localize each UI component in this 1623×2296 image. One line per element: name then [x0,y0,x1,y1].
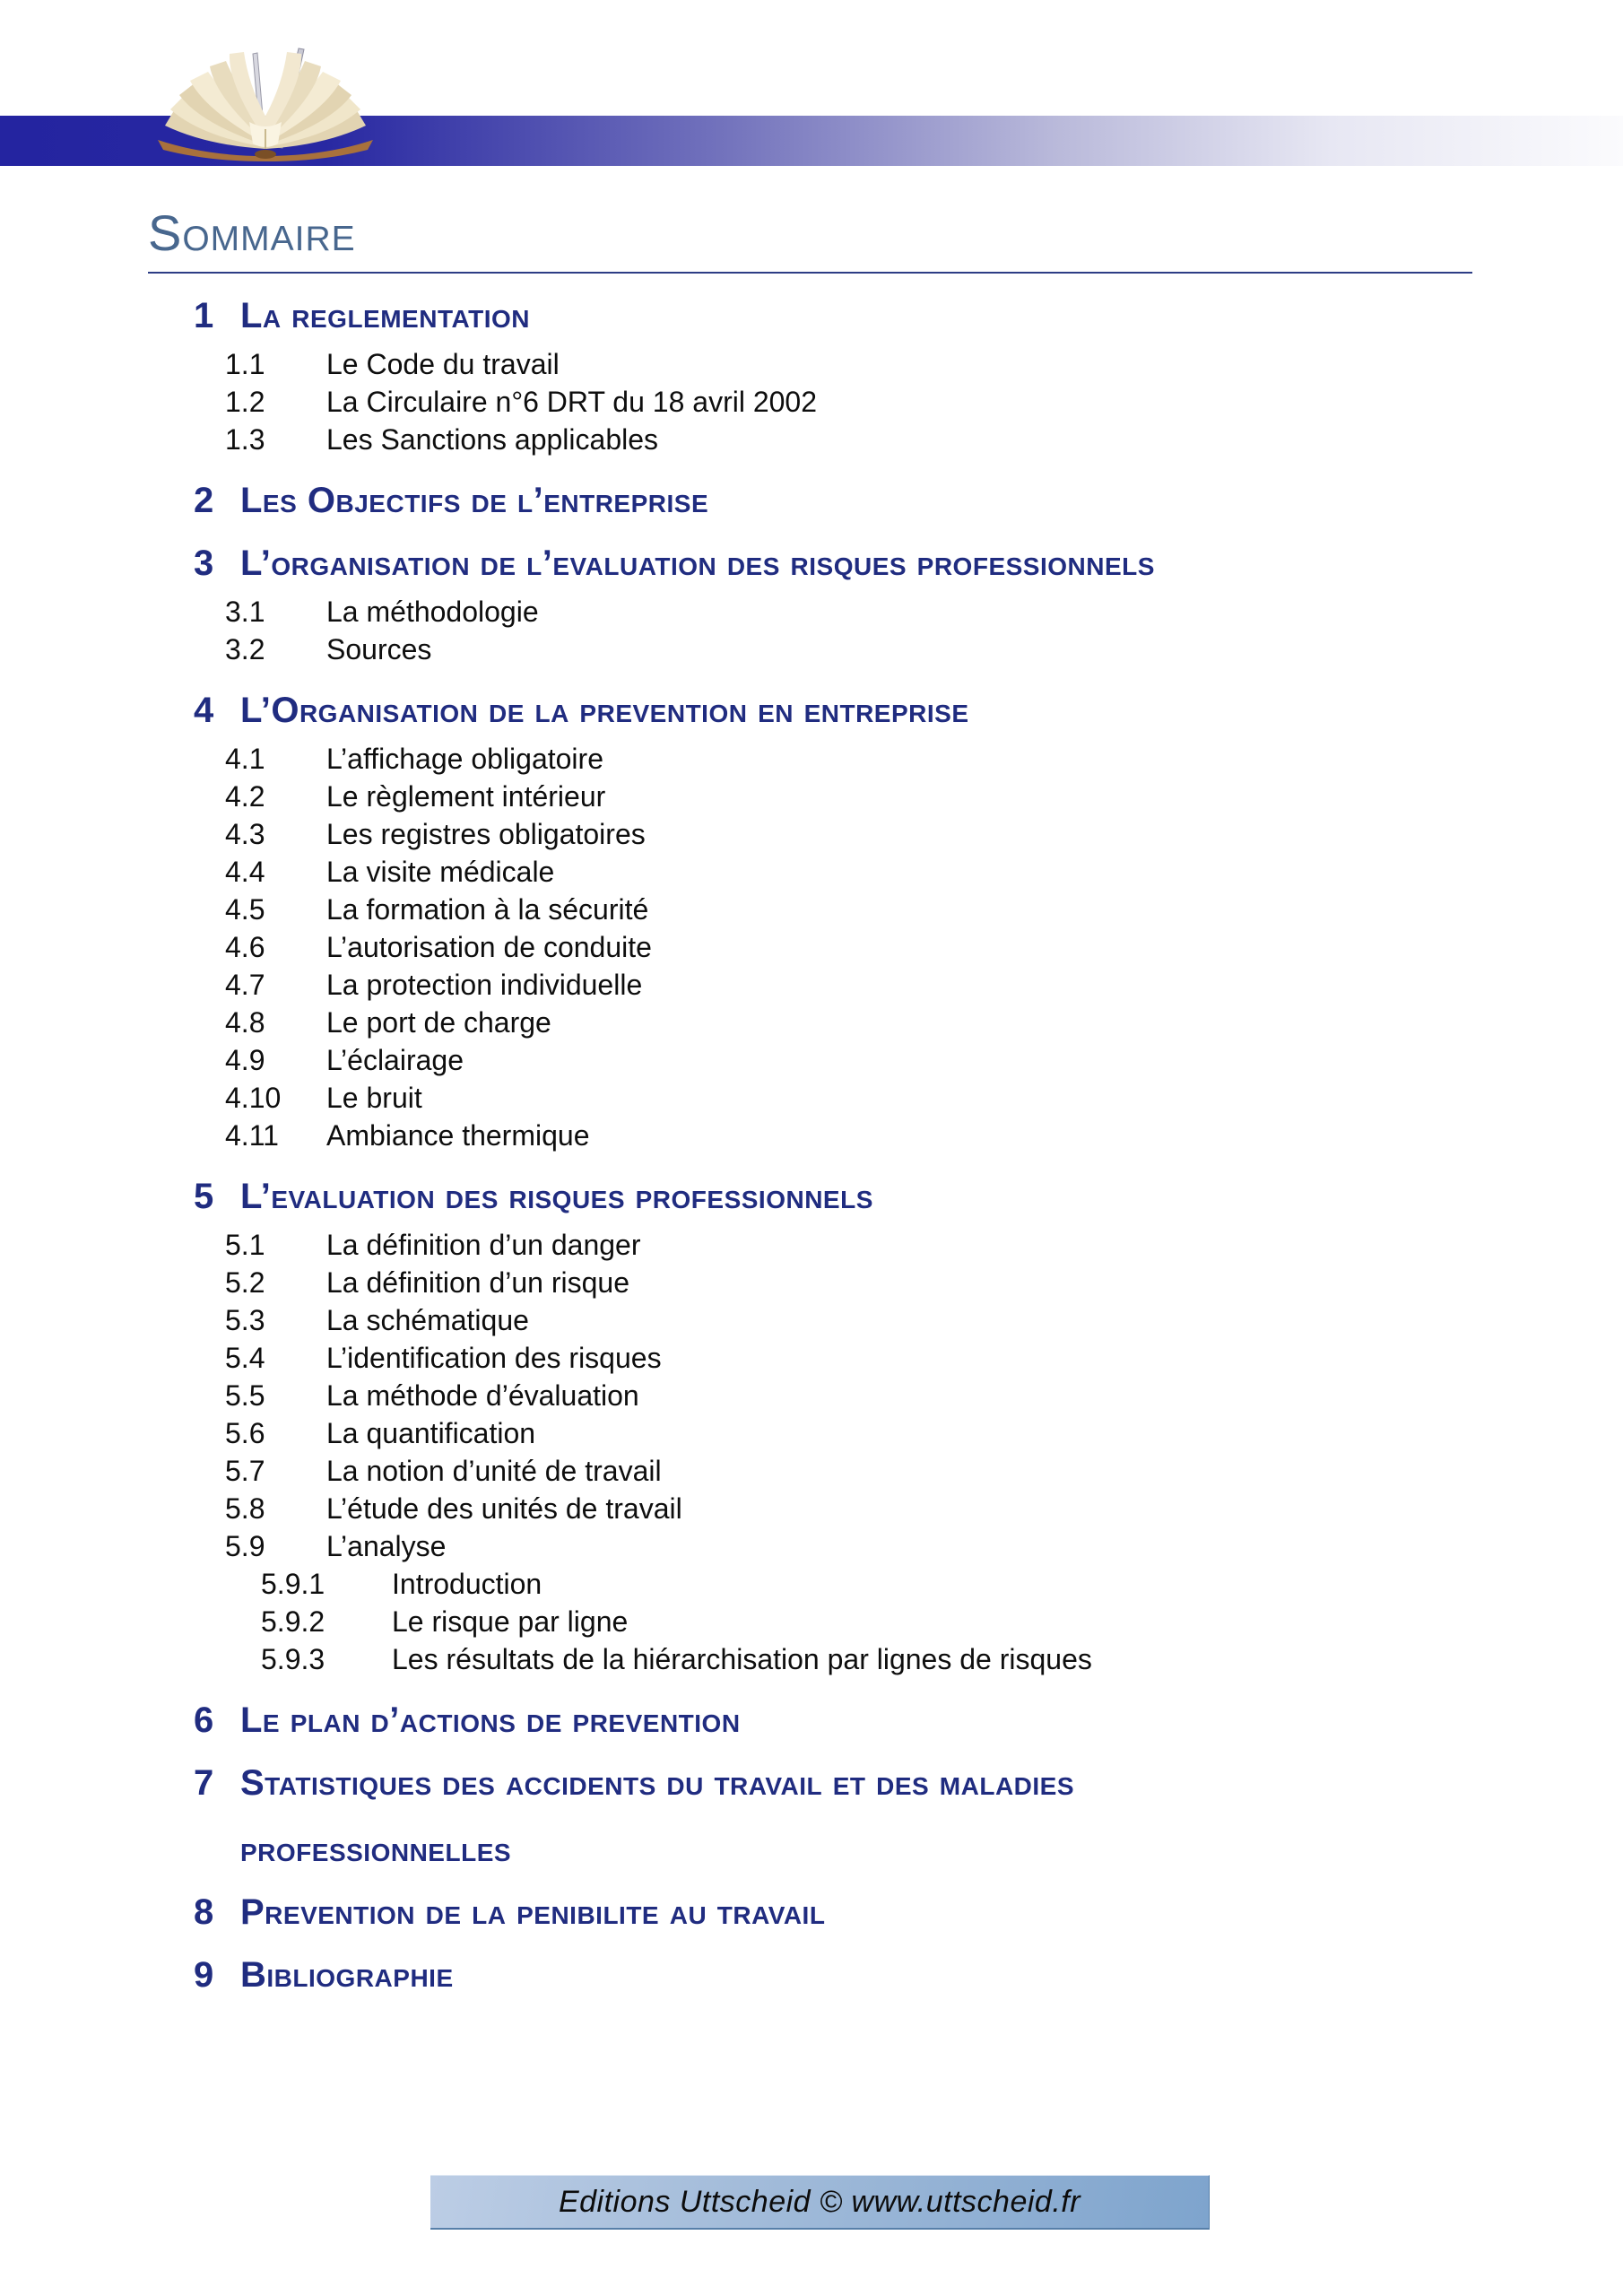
footer-text: Editions Uttscheid © www.uttscheid.fr [558,2184,1081,2219]
toc-item [148,1079,1472,1117]
content-column [148,166,1472,2005]
toc-item-number: 4.8 [225,1005,265,1039]
toc-item [148,928,1472,966]
toc-item [148,1414,1472,1452]
toc-section-number: 3 [194,543,214,583]
toc-item-number: 5.6 [225,1416,265,1449]
toc-item-label: L’éclairage [326,1043,464,1076]
toc-item-number: 1.1 [225,347,265,380]
toc-item [148,778,1472,815]
toc-item [148,966,1472,1004]
toc-item-label: L’autorisation de conduite [326,930,652,963]
toc-item-label: L’affichage obligatoire [326,742,603,775]
page-title: Sommaire [148,204,356,261]
toc-section [148,1176,1472,1217]
toc-item-number: 4.4 [225,855,265,888]
toc-item-label: L’étude des unités de travail [326,1492,682,1525]
toc-section-label: L’evaluation des risques professionnels [240,1176,873,1216]
toc-item-number: 4.6 [225,930,265,963]
toc-section-label: Statistiques des accidents du travail et des maladies [240,1762,1075,1803]
toc-subitem [148,1640,1472,1678]
toc-item-number: 4.10 [225,1081,282,1114]
toc-item-label: L’identification des risques [326,1341,662,1374]
toc-section [148,543,1472,584]
toc-item [148,1264,1472,1301]
toc-section [148,1892,1472,1933]
toc [148,295,1472,1996]
toc-item-label: La méthodologie [326,595,539,628]
toc-item [148,1527,1472,1565]
toc-item-number: 3.2 [225,632,265,665]
toc-item-number: 5.8 [225,1492,265,1525]
toc-item [148,345,1472,383]
toc-subitem-number: 5.9.3 [261,1642,325,1675]
open-book-icon [143,43,387,161]
toc-item-label: La visite médicale [326,855,555,888]
toc-item-number: 4.7 [225,968,265,1001]
toc-section [148,1762,1472,1804]
toc-item-number: 4.9 [225,1043,265,1076]
toc-item-number: 5.1 [225,1228,265,1261]
toc-item-number: 1.3 [225,422,265,456]
toc-item-number: 5.4 [225,1341,265,1374]
toc-section [148,1954,1472,1996]
toc-item-label: Le Code du travail [326,347,560,380]
toc-item-number: 4.2 [225,779,265,813]
toc-section-number: 2 [194,480,214,520]
toc-item [148,853,1472,891]
toc-item-label: La notion d’unité de travail [326,1454,662,1487]
toc-item [148,1004,1472,1041]
toc-item-label: La méthode d’évaluation [326,1378,639,1412]
toc-section-label: L’organisation de l’evaluation des risques professionnels [240,543,1155,583]
toc-subitem [148,1565,1472,1603]
toc-item-label: Le règlement intérieur [326,779,606,813]
toc-item-label: La formation à la sécurité [326,892,649,926]
toc-item-number: 4.1 [225,742,265,775]
toc-section [148,690,1472,731]
toc-item-label: La Circulaire n°6 DRT du 18 avril 2002 [326,385,818,418]
toc-item [148,593,1472,631]
toc-subitem [148,1603,1472,1640]
toc-item [148,383,1472,421]
toc-item [148,1117,1472,1154]
toc-item [148,740,1472,778]
toc-section-number: 9 [194,1954,214,1995]
toc-item-label: La quantification [326,1416,536,1449]
toc-item [148,1041,1472,1079]
toc-subitem-number: 5.9.2 [261,1605,325,1638]
toc-item [148,891,1472,928]
toc-item-number: 5.7 [225,1454,265,1487]
toc-section-label: Les Objectifs de l’entreprise [240,480,709,520]
toc-item [148,1452,1472,1490]
toc-section-label: L’Organisation de la prevention en entreprise [240,690,969,730]
footer-bar [430,2175,1210,2230]
toc-item [148,815,1472,853]
toc-item [148,1339,1472,1377]
toc-section-label: Le plan d’actions de prevention [240,1700,741,1740]
toc-item-label: La définition d’un risque [326,1265,630,1299]
toc-item-label: Le bruit [326,1081,422,1114]
toc-item-number: 5.2 [225,1265,265,1299]
toc-item-number: 4.5 [225,892,265,926]
toc-section-label: La reglementation [240,295,530,335]
toc-section-label: Prevention de la penibilite au travail [240,1892,826,1932]
toc-item-label: La schématique [326,1303,529,1336]
toc-item-number: 5.5 [225,1378,265,1412]
toc-section-number: 4 [194,690,214,730]
toc-section [148,295,1472,336]
toc-item [148,1301,1472,1339]
toc-subitem-number: 5.9.1 [261,1567,325,1600]
toc-item-number: 3.1 [225,595,265,628]
toc-subitem-label: Le risque par ligne [392,1605,629,1638]
toc-item [148,631,1472,668]
toc-item-number: 4.11 [225,1118,279,1152]
toc-section-number: 1 [194,295,214,335]
title-rule [148,272,1472,274]
toc-section-number: 7 [194,1762,214,1803]
toc-section [148,480,1472,521]
toc-item-label: Ambiance thermique [326,1118,590,1152]
toc-item-label: Sources [326,632,432,665]
toc-item [148,1226,1472,1264]
toc-item-number: 1.2 [225,385,265,418]
toc-item-number: 4.3 [225,817,265,850]
toc-section-number: 6 [194,1700,214,1740]
toc-item-number: 5.9 [225,1529,265,1562]
toc-section-number: 5 [194,1176,214,1216]
toc-subitem-label: Introduction [392,1567,542,1600]
toc-section-continuation [148,1829,1472,1870]
toc-item-label: La définition d’un danger [326,1228,641,1261]
toc-item-number: 5.3 [225,1303,265,1336]
toc-item-label: L’analyse [326,1529,447,1562]
toc-section-continuation-label: professionnelles [240,1829,512,1869]
toc-item-label: La protection individuelle [326,968,643,1001]
toc-section [148,1700,1472,1741]
toc-section-continuation-number [194,1829,240,1870]
toc-item [148,421,1472,458]
toc-item-label: Les registres obligatoires [326,817,646,850]
toc-item [148,1377,1472,1414]
toc-item [148,1490,1472,1527]
toc-item-label: Les Sanctions applicables [326,422,659,456]
toc-item-label: Le port de charge [326,1005,551,1039]
toc-section-number: 8 [194,1892,214,1932]
toc-subitem-label: Les résultats de la hiérarchisation par lignes de risques [392,1642,1092,1675]
toc-section-label: Bibliographie [240,1954,454,1995]
